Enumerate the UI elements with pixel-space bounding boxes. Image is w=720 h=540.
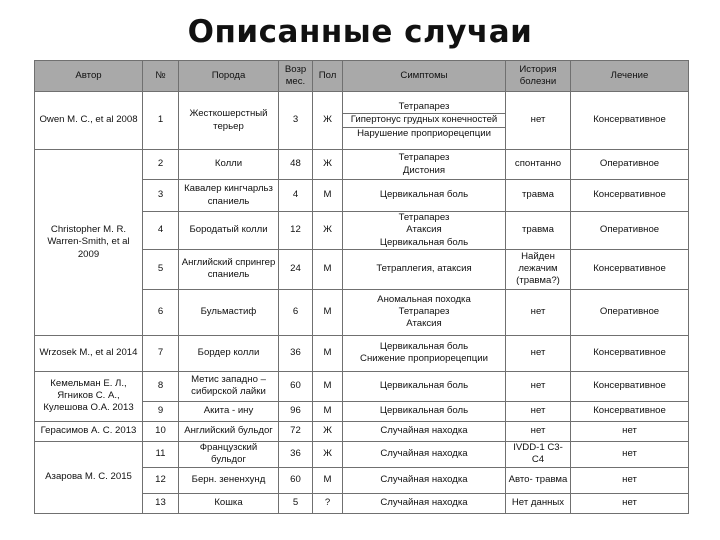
symptom-line: Тетрапарез xyxy=(398,101,450,113)
breed-cell: Берн. зененхунд xyxy=(179,467,279,493)
age-cell: 96 xyxy=(279,401,313,421)
treatment-cell: Оперативное xyxy=(571,212,689,250)
breed-cell: Английский спрингер спаниель xyxy=(179,249,279,289)
symptom-line: Аномальная походка xyxy=(377,293,471,305)
sex-cell: Ж xyxy=(313,92,343,150)
sex-cell: Ж xyxy=(313,212,343,250)
age-cell: 24 xyxy=(279,249,313,289)
treatment-cell: нет xyxy=(571,421,689,441)
age-cell: 6 xyxy=(279,289,313,335)
history-cell: нет xyxy=(506,401,571,421)
history-cell: Найден лежачим (травма?) xyxy=(506,249,571,289)
age-cell: 60 xyxy=(279,371,313,401)
history-cell: нет xyxy=(506,371,571,401)
history-cell: травма xyxy=(506,212,571,250)
number-cell: 13 xyxy=(143,493,179,513)
symptom-line: Тетрапарез xyxy=(398,212,450,223)
sex-cell: ? xyxy=(313,493,343,513)
breed-cell: Кошка xyxy=(179,493,279,513)
age-cell: 4 xyxy=(279,180,313,212)
sex-cell: М xyxy=(313,249,343,289)
sex-cell: М xyxy=(313,467,343,493)
sex-cell: Ж xyxy=(313,150,343,180)
table-row xyxy=(35,371,689,401)
sex-cell: М xyxy=(313,401,343,421)
treatment-cell: Консервативное xyxy=(571,401,689,421)
number-cell: 5 xyxy=(143,249,179,289)
symptoms-cell: Случайная находка xyxy=(343,493,506,513)
header-number: № xyxy=(143,61,179,92)
breed-cell: Колли xyxy=(179,150,279,180)
symptoms-cell xyxy=(343,212,506,250)
symptoms-cell: Тетраплегия, атаксия xyxy=(343,249,506,289)
breed-cell: Жесткошерстный терьер xyxy=(179,92,279,150)
table-row xyxy=(35,92,689,150)
symptom-line: Тетрапарез xyxy=(398,306,450,318)
symptoms-cell: Случайная находка xyxy=(343,421,506,441)
treatment-cell: Оперативное xyxy=(571,150,689,180)
symptom-line: Атаксия xyxy=(406,318,442,330)
symptom-line: Цервикальная боль xyxy=(379,236,469,248)
symptoms-cell: Случайная находка xyxy=(343,467,506,493)
age-cell: 48 xyxy=(279,150,313,180)
treatment-cell: Оперативное xyxy=(571,289,689,335)
age-cell: 3 xyxy=(279,92,313,150)
number-cell: 6 xyxy=(143,289,179,335)
table-row xyxy=(35,441,689,467)
age-cell: 12 xyxy=(279,212,313,250)
breed-cell: Кавалер кингчарльз спаниель xyxy=(179,180,279,212)
symptoms-cell: Цервикальная боль xyxy=(343,180,506,212)
sex-cell: М xyxy=(313,180,343,212)
treatment-cell: нет xyxy=(571,493,689,513)
sex-cell: М xyxy=(313,335,343,371)
symptom-line: Снижение проприорецепции xyxy=(360,353,488,365)
history-cell: Авто- травма xyxy=(506,467,571,493)
treatment-cell: нет xyxy=(571,467,689,493)
number-cell: 1 xyxy=(143,92,179,150)
symptoms-cell xyxy=(343,150,506,180)
number-cell: 11 xyxy=(143,441,179,467)
sex-cell: М xyxy=(313,289,343,335)
table-row xyxy=(35,150,689,180)
breed-cell: Французский бульдог xyxy=(179,441,279,467)
number-cell: 10 xyxy=(143,421,179,441)
breed-cell: Акита - ину xyxy=(179,401,279,421)
age-cell: 36 xyxy=(279,335,313,371)
age-cell: 60 xyxy=(279,467,313,493)
header-age: Возр мес. xyxy=(279,61,313,92)
header-history: История болезни xyxy=(506,61,571,92)
sex-cell: Ж xyxy=(313,421,343,441)
cases-table xyxy=(34,60,689,514)
symptom-line: Атаксия xyxy=(406,224,442,236)
history-cell: нет xyxy=(506,335,571,371)
symptom-line: Нарушение проприорецепции xyxy=(357,127,491,139)
breed-cell: Бородатый колли xyxy=(179,212,279,250)
symptoms-cell xyxy=(343,92,506,150)
symptoms-cell: Цервикальная боль xyxy=(343,371,506,401)
number-cell: 8 xyxy=(143,371,179,401)
treatment-cell: Консервативное xyxy=(571,371,689,401)
history-cell: нет xyxy=(506,421,571,441)
symptoms-cell xyxy=(343,289,506,335)
author-cell: Герасимов А. С. 2013 xyxy=(35,421,143,441)
header-breed: Порода xyxy=(179,61,279,92)
number-cell: 7 xyxy=(143,335,179,371)
header-row xyxy=(35,61,689,92)
page-title: Описанные случаи xyxy=(187,14,533,50)
symptom-line: Гипертонус грудных конечностей xyxy=(350,114,498,126)
author-cell: Owen M. C., et al 2008 xyxy=(35,92,143,150)
author-cell: Кемельман Е. Л., Ягников С. А., Кулешова О.А. 2013 xyxy=(35,371,143,421)
header-treatment: Лечение xyxy=(571,61,689,92)
breed-cell: Метис западно – сибирской лайки xyxy=(179,371,279,401)
treatment-cell: Консервативное xyxy=(571,249,689,289)
symptom-line: Цервикальная боль xyxy=(379,341,469,353)
breed-cell: Английский бульдог xyxy=(179,421,279,441)
breed-cell: Бульмастиф xyxy=(179,289,279,335)
symptoms-cell xyxy=(343,335,506,371)
treatment-cell: Консервативное xyxy=(571,92,689,150)
table-row xyxy=(35,421,689,441)
history-cell: нет xyxy=(506,289,571,335)
history-cell: Нет данных xyxy=(506,493,571,513)
history-cell: нет xyxy=(506,92,571,150)
sex-cell: Ж xyxy=(313,441,343,467)
number-cell: 9 xyxy=(143,401,179,421)
treatment-cell: Консервативное xyxy=(571,180,689,212)
breed-cell: Бордер колли xyxy=(179,335,279,371)
age-cell: 5 xyxy=(279,493,313,513)
number-cell: 4 xyxy=(143,212,179,250)
history-cell: травма xyxy=(506,180,571,212)
table-row xyxy=(35,335,689,371)
age-cell: 72 xyxy=(279,421,313,441)
header-sex: Пол xyxy=(313,61,343,92)
number-cell: 3 xyxy=(143,180,179,212)
header-author: Автор xyxy=(35,61,143,92)
number-cell: 12 xyxy=(143,467,179,493)
history-cell: спонтанно xyxy=(506,150,571,180)
author-cell: Wrzosek M., et al 2014 xyxy=(35,335,143,371)
symptom-line: Дистония xyxy=(402,164,446,176)
treatment-cell: нет xyxy=(571,441,689,467)
symptom-line: Тетрапарез xyxy=(398,152,450,164)
symptoms-cell: Цервикальная боль xyxy=(343,401,506,421)
history-cell: IVDD-1 C3-C4 xyxy=(506,441,571,467)
sex-cell: М xyxy=(313,371,343,401)
author-cell: Christopher M. R. Warren-Smith, et al 2009 xyxy=(35,150,143,336)
symptoms-cell: Случайная находка xyxy=(343,441,506,467)
treatment-cell: Консервативное xyxy=(571,335,689,371)
header-symptoms: Симптомы xyxy=(343,61,506,92)
number-cell: 2 xyxy=(143,150,179,180)
age-cell: 36 xyxy=(279,441,313,467)
author-cell: Азарова М. С. 2015 xyxy=(35,441,143,513)
